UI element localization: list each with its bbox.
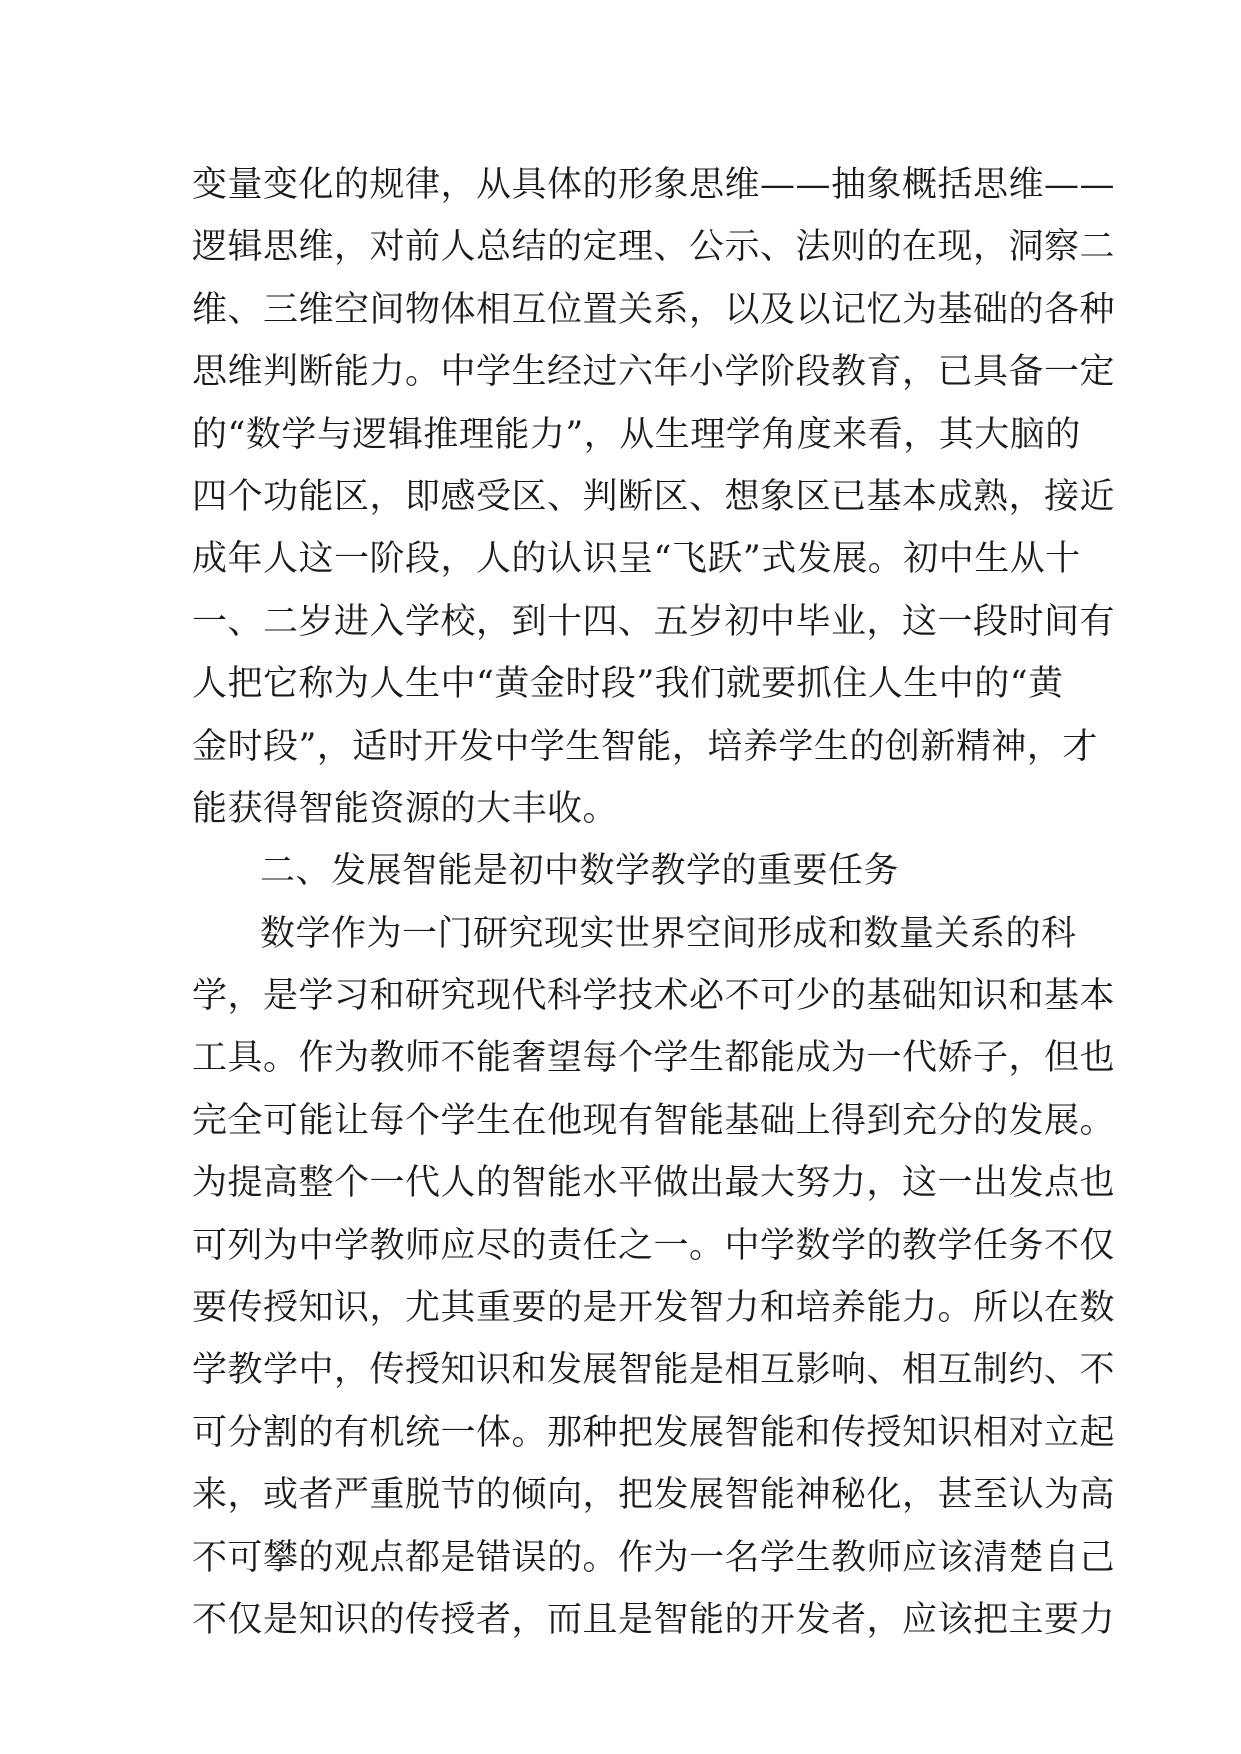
text-line: 逻辑思维，对前人总结的定理、公示、法则的在现，洞察二	[192, 227, 1116, 268]
text-line: 不仅是知识的传授者，而且是智能的开发者，应该把主要力	[192, 1599, 1116, 1640]
body-text	[192, 154, 1116, 1651]
text-line: 思维判断能力。中学生经过六年小学阶段教育，已具备一定	[192, 352, 1116, 393]
paragraph-first-line: 数学作为一门研究现实世界空间形成和数量关系的科	[260, 913, 1077, 954]
text-line: 学，是学习和研究现代科学技术必不可少的基础知识和基本	[192, 976, 1116, 1017]
text-line: 一、二岁进入学校，到十四、五岁初中毕业，这一段时间有	[192, 601, 1116, 642]
text-line: 人把它称为人生中“黄金时段”我们就要抓住人生中的“黄	[192, 664, 1064, 705]
text-line: 学教学中，传授知识和发展智能是相互影响、相互制约、不	[192, 1350, 1116, 1391]
section-heading: 二、发展智能是初中数学教学的重要任务	[260, 851, 900, 892]
text-line: 工具。作为教师不能奢望每个学生都能成为一代娇子，但也	[192, 1038, 1116, 1079]
text-line: 的“数学与逻辑推理能力”，从生理学角度来看，其大脑的	[192, 414, 1081, 455]
text-line: 成年人这一阶段，人的认识呈“飞跃”式发展。初中生从十	[192, 539, 1081, 580]
text-line: 可列为中学教师应尽的责任之一。中学数学的教学任务不仅	[192, 1225, 1116, 1266]
text-line: 不可攀的观点都是错误的。作为一名学生教师应该清楚自己	[192, 1537, 1116, 1578]
text-line: 能获得智能资源的大丰收。	[192, 788, 619, 829]
text-line: 要传授知识，尤其重要的是开发智力和培养能力。所以在数	[192, 1288, 1116, 1329]
text-line: 四个功能区，即感受区、判断区、想象区已基本成熟，接近	[192, 476, 1116, 517]
text-line: 来，或者严重脱节的倾向，把发展智能神秘化，甚至认为高	[192, 1475, 1116, 1516]
text-line: 可分割的有机统一体。那种把发展智能和传授知识相对立起	[192, 1412, 1116, 1453]
text-line: 维、三维空间物体相互位置关系，以及以记忆为基础的各种	[192, 289, 1116, 330]
text-line: 金时段”，适时开发中学生智能，培养学生的创新精神，才	[192, 726, 1098, 767]
text-line: 完全可能让每个学生在他现有智能基础上得到充分的发展。	[192, 1100, 1116, 1141]
text-line: 为提高整个一代人的智能水平做出最大努力，这一出发点也	[192, 1163, 1116, 1204]
text-line: 变量变化的规律，从具体的形象思维——抽象概括思维——	[192, 165, 1116, 205]
